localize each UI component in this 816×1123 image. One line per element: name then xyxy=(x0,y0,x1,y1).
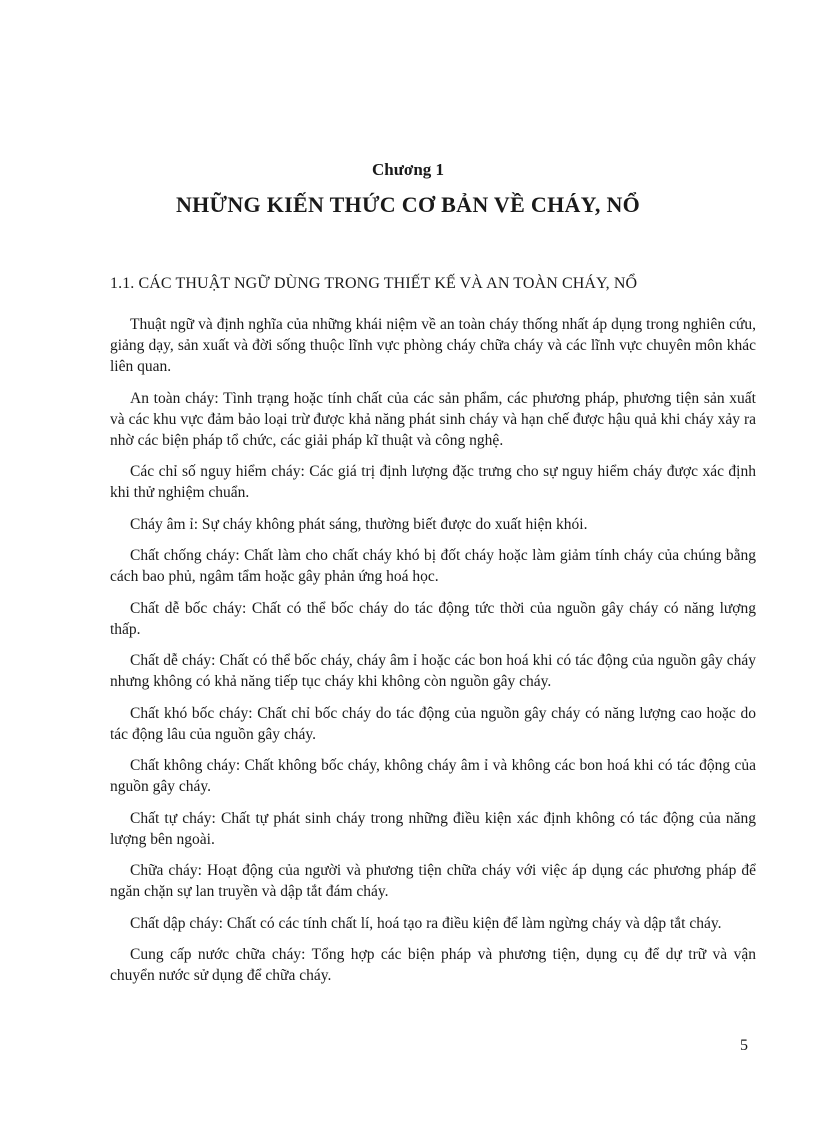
body-text xyxy=(110,314,756,997)
paragraph: Chất dễ cháy: Chất có thể bốc cháy, cháy âm ỉ hoặc các bon hoá khi có tác động của nguồn gây cháy nhưng không có khả năng tiếp tục cháy khi không còn nguồn gây cháy. xyxy=(110,652,756,690)
paragraph: Cháy âm ỉ: Sự cháy không phát sáng, thường biết được do xuất hiện khói. xyxy=(130,515,588,533)
page-number: 5 xyxy=(740,1037,748,1054)
paragraph: Chất dập cháy: Chất có các tính chất lí, hoá tạo ra điều kiện để làm ngừng cháy và dập tắt cháy. xyxy=(130,914,722,932)
paragraph: Chất dễ bốc cháy: Chất có thể bốc cháy do tác động tức thời của nguồn gây cháy có năng lượng thấp. xyxy=(110,599,756,638)
chapter-title: NHỮNG KIẾN THỨC CƠ BẢN VỀ CHÁY, NỔ xyxy=(175,192,641,217)
paragraph: Chất không cháy: Chất không bốc cháy, không cháy âm ỉ và không các bon hoá khi có tác động của nguồn gây cháy. xyxy=(110,757,756,795)
paragraph: Chữa cháy: Hoạt động của người và phương tiện chữa cháy với việc áp dụng các phương pháp để ngăn chặn sự lan truyền và dập tắt đám cháy. xyxy=(110,862,756,900)
paragraph: Chất tự cháy: Chất tự phát sinh cháy trong những điều kiện xác định không có tác động của năng lượng bên ngoài. xyxy=(110,809,756,848)
paragraph: Chất chống cháy: Chất làm cho chất cháy khó bị đốt cháy hoặc làm giảm tính cháy của chúng bằng cách bao phủ, ngâm tẩm hoặc gây phản ứng hoá học. xyxy=(110,547,756,585)
paragraph: Chất khó bốc cháy: Chất chỉ bốc cháy do tác động của nguồn gây cháy có năng lượng cao hoặc do tác động lâu của nguồn gây cháy. xyxy=(110,704,756,743)
paragraph: Thuật ngữ và định nghĩa của những khái niệm về an toàn cháy thống nhất áp dụng trong nghiên cứu, giảng dạy, sản xuất và đời sống thuộc lĩnh vực phòng cháy chữa cháy và các lĩnh vực chuyên môn khác liên quan. xyxy=(110,316,756,375)
paragraph: An toàn cháy: Tình trạng hoặc tính chất của các sản phẩm, các phương pháp, phương tiện sản xuất và các khu vực đảm bảo loại trừ được khả năng phát sinh cháy và hạn chế được hậu quả khi cháy xảy ra nhờ các biện pháp tổ chức, các giải pháp kĩ thuật và công nghệ. xyxy=(110,389,756,449)
section-heading: 1.1. CÁC THUẬT NGỮ DÙNG TRONG THIẾT KẾ VÀ AN TOÀN CHÁY, NỔ xyxy=(110,275,638,292)
paragraph: Các chỉ số nguy hiểm cháy: Các giá trị định lượng đặc trưng cho sự nguy hiểm cháy được xác định khi thử nghiệm chuẩn. xyxy=(110,463,756,501)
chapter-label: Chương 1 xyxy=(371,160,445,179)
paragraph: Cung cấp nước chữa cháy: Tổng hợp các biện pháp và phương tiện, dụng cụ để dự trữ và vận chuyển nước sử dụng để chữa cháy. xyxy=(110,946,756,984)
